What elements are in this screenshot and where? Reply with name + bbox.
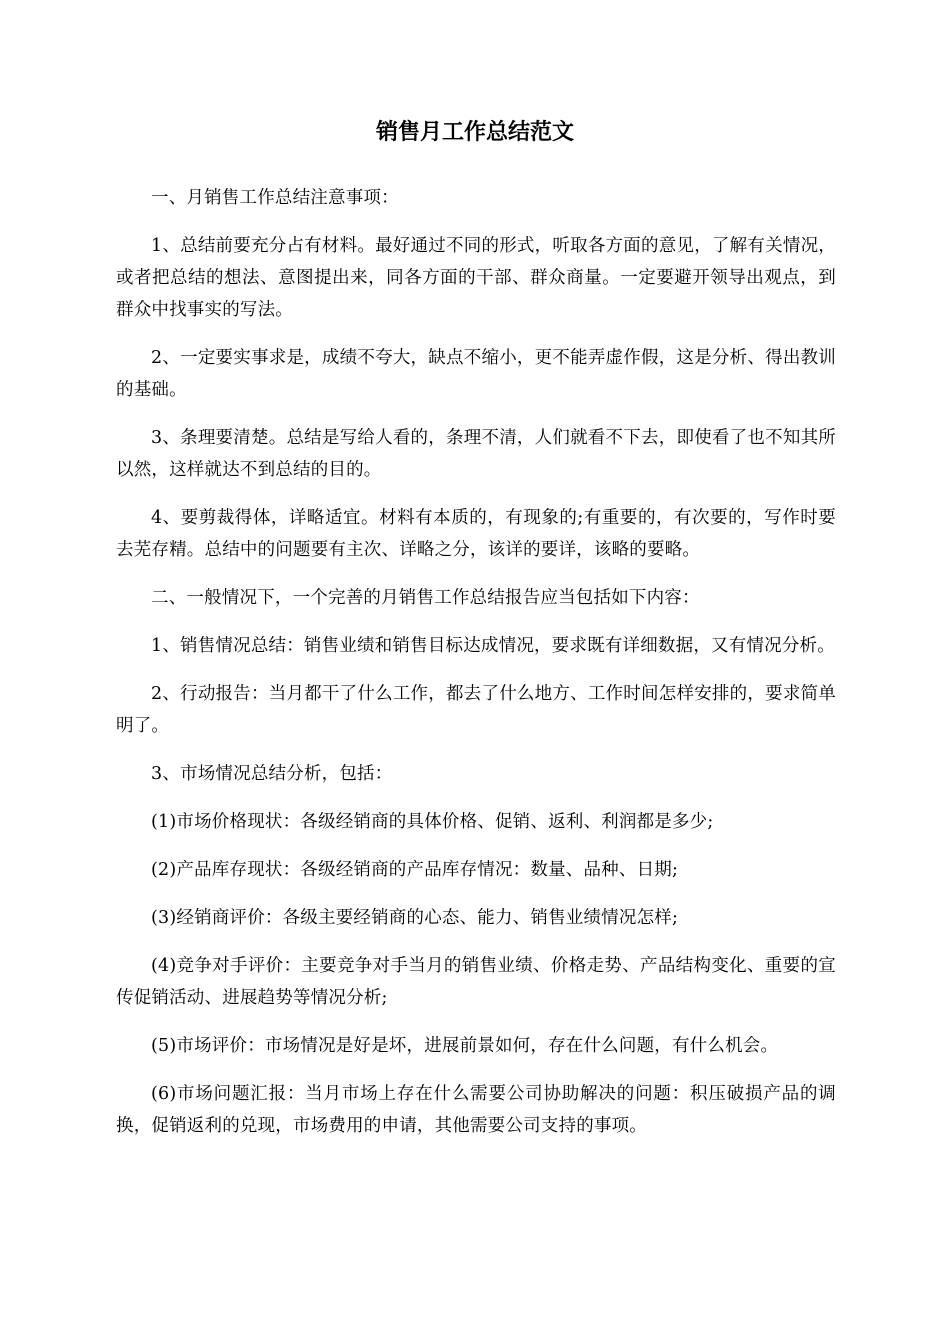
paragraph-note-4: 4、要剪裁得体，详略适宜。材料有本质的，有现象的;有重要的，有次要的，写作时要去芜存精。总结中的问题要有主次、详略之分，该详的要详，该略的要略。	[116, 508, 836, 560]
heading-notes: 一、月销售工作总结注意事项：	[151, 188, 399, 208]
paragraph-note-3: 3、条理要清楚。总结是写给人看的，条理不清，人们就看不下去，即使看了也不知其所以然，这样就达不到总结的目的。	[116, 428, 836, 480]
heading-contents: 二、一般情况下，一个完善的月销售工作总结报告应当包括如下内容：	[151, 588, 700, 608]
list-item-inventory: (2)产品库存现状：各级经销商的产品库存情况：数量、品种、日期;	[151, 860, 679, 880]
list-item-market-issues: (6)市场问题汇报：当月市场上存在什么需要公司协助解决的问题：积压破损产品的调换，促销返利的兑现，市场费用的申请，其他需要公司支持的事项。	[116, 1084, 836, 1136]
paragraph-note-1: 1、总结前要充分占有材料。最好通过不同的形式，听取各方面的意见，了解有关情况，或者把总结的想法、意图提出来，同各方面的干部、群众商量。一定要避开领导出观点，到群众中找事实的写法。	[116, 236, 836, 320]
list-item-market-price: (1)市场价格现状：各级经销商的具体价格、促销、返利、利润都是多少;	[151, 812, 714, 832]
list-item-dealer-review: (3)经销商评价：各级主要经销商的心态、能力、销售业绩情况怎样;	[151, 908, 679, 928]
paragraph-note-2: 2、一定要实事求是，成绩不夸大，缺点不缩小，更不能弄虚作假，这是分析、得出教训的基础。	[116, 348, 836, 400]
list-item-competitor-review: (4)竞争对手评价：主要竞争对手当月的销售业绩、价格走势、产品结构变化、重要的宣传促销活动、进展趋势等情况分析;	[116, 956, 836, 1008]
document-body	[116, 182, 836, 1158]
paragraph-content-2: 2、行动报告：当月都干了什么工作，都去了什么地方、工作时间怎样安排的，要求简单明了。	[116, 684, 836, 736]
list-item-market-review: (5)市场评价：市场情况是好是坏，进展前景如何，存在什么问题，有什么机会。	[151, 1036, 779, 1056]
document-title: 销售月工作总结范文	[375, 120, 574, 145]
paragraph-content-3: 3、市场情况总结分析，包括：	[151, 764, 393, 784]
paragraph-content-1: 1、销售情况总结：销售业绩和销售目标达成情况，要求既有详细数据，又有情况分析。	[151, 636, 835, 656]
